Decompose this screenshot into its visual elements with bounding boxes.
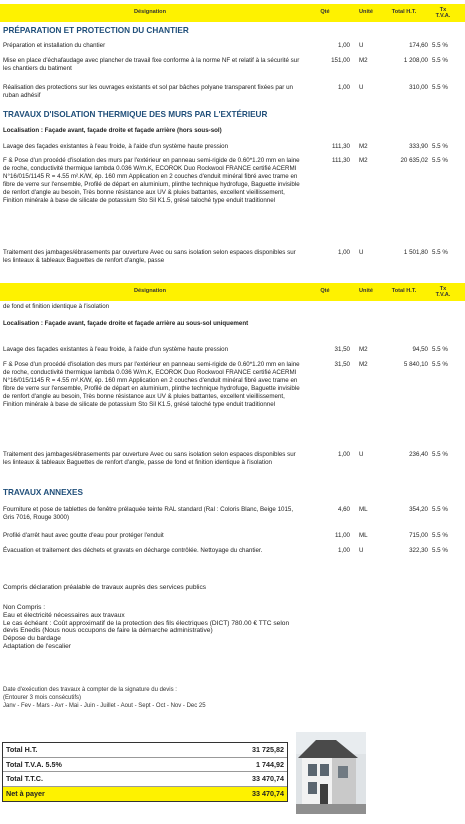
row-tva: 5.5 %: [432, 143, 448, 150]
total-ht-value: 31 725,82: [252, 745, 284, 755]
non-compris-block: [3, 604, 303, 651]
row-unite: U: [359, 249, 364, 256]
row-qte: 1,00: [337, 249, 350, 256]
row-tva: 5.5 %: [432, 84, 448, 91]
col-total-ht: Total H.T.: [391, 288, 417, 295]
table-header: [0, 4, 465, 22]
non-compris-title: Non Compris :: [3, 604, 46, 611]
localisation-label: Localisation : Façade avant, façade droite et façade arrière au sous-sol uniquement: [3, 320, 249, 327]
row-total: 94,50: [412, 346, 428, 353]
row-tva: 5.5 %: [432, 346, 448, 353]
row-total: 333,90: [409, 143, 428, 150]
row-unite: U: [359, 547, 364, 554]
total-ht-row: [3, 743, 287, 758]
total-tva-value: 1 744,92: [256, 759, 284, 769]
row-unite: U: [359, 451, 364, 458]
row-unite: M2: [359, 346, 368, 353]
row-designation: Lavage des façades existantes à l'eau froide, à l'aide d'un système haute pression: [3, 143, 229, 150]
row-tva: 5.5 %: [432, 42, 448, 49]
col-tva-label: T.V.A.: [435, 13, 451, 19]
row-qte: 31,50: [334, 361, 350, 368]
months-list: Janv - Fev - Mars - Avr - Mai - Juin - Juillet - Aout - Sept - Oct - Nov - Dec 25: [3, 703, 206, 710]
col-designation: Désignation: [133, 288, 166, 295]
row-tva: 5.5 %: [432, 249, 448, 256]
col-tx-tva: [428, 7, 458, 20]
row-unite: U: [359, 84, 364, 91]
execution-date-label: Date d'exécution des travaux à compter de la signature du devis :: [3, 687, 177, 693]
row-total: 310,00: [409, 84, 428, 91]
non-compris-item: Eau et électricité nécessaires aux travaux: [3, 611, 125, 619]
col-designation: Désignation: [133, 9, 166, 16]
row-unite: M2: [359, 157, 368, 164]
row-designation: Traitement des jambages/ébrasements par ouverture Avec ou sans isolation selon espaces disponibles sur les linteaux & tableaux Baguettes de renfort d'angle, passe de fond et finition identique à l'isolation: [3, 451, 296, 467]
row-designation: Évacuation et traitement des déchets et gravats en décharge contrôlée. Nettoyage du chantier.: [3, 547, 263, 554]
row-qte: 1,00: [337, 451, 350, 458]
section-title: TRAVAUX D'ISOLATION THERMIQUE DES MURS PAR L'EXTÉRIEUR: [3, 110, 268, 119]
row-total: 5 840,10: [403, 361, 428, 368]
totals-table: [2, 742, 288, 802]
row-qte: 111,30: [331, 157, 350, 164]
row-unite: U: [359, 42, 364, 49]
row-designation: Profilé d'arrêt haut avec goutte d'eau pour protéger l'enduit: [3, 532, 164, 539]
row-tva: 5.5 %: [432, 506, 448, 513]
row-qte: 1,00: [337, 42, 350, 49]
non-compris-item: Adaptation de l'escalier: [3, 642, 71, 650]
row-qte: 11,00: [334, 532, 350, 539]
total-ttc-value: 33 470,74: [252, 774, 284, 784]
total-ttc-label: Total T.T.C.: [6, 774, 43, 784]
row-qte: 1,00: [337, 547, 350, 554]
section-title: TRAVAUX ANNEXES: [3, 488, 83, 497]
house-photo: [296, 732, 366, 814]
total-ht-label: Total H.T.: [6, 745, 38, 755]
row-total: 1 208,00: [403, 57, 428, 64]
row-unite: ML: [359, 532, 368, 539]
row-designation: de fond et finition identique à l'isolation: [3, 303, 110, 310]
section-title: PRÉPARATION ET PROTECTION DU CHANTIER: [3, 26, 189, 35]
row-qte: 151,00: [331, 57, 350, 64]
row-total: 1 501,80: [403, 249, 428, 256]
row-tva: 5.5 %: [432, 361, 448, 368]
row-qte: 4,60: [337, 506, 350, 513]
row-total: 174,60: [409, 42, 428, 49]
total-ttc-row: [3, 772, 287, 787]
row-designation: Réalisation des protections sur les ouvrages existants et sol par bâches polyane transparent fixées par un ruban adhésif: [3, 84, 293, 100]
localisation-label: Localisation : Façade avant, façade droite et façade arrière (hors sous-sol): [3, 127, 222, 134]
row-tva: 5.5 %: [432, 532, 448, 539]
row-unite: M2: [359, 57, 368, 64]
row-tva: 5.5 %: [432, 451, 448, 458]
execution-date-hint: (Entourer 3 mois consécutifs): [3, 695, 82, 702]
col-tx-label: Tx: [439, 285, 447, 292]
net-a-payer-label: Net à payer: [6, 789, 45, 799]
col-total-ht: Total H.T.: [391, 9, 417, 16]
row-qte: 111,30: [331, 143, 350, 150]
non-compris-item: Le cas échéant : Coût approximatif de la protection des fils électriques (DICT) 780.00 € TTC selon devis Enedis (Nous nous occupons de faire la démarche administrative): [3, 619, 290, 635]
col-unite: Unité: [359, 288, 373, 295]
table-header: [0, 283, 465, 301]
col-qte: Qté: [320, 9, 330, 16]
row-designation: Fourniture et pose de tablettes de fenêtre prélaquée teinte RAL standard (Ral : Coloris Blanc, Beige 1015, Gris 7016, Rouge 3000): [3, 506, 294, 522]
row-unite: M2: [359, 361, 368, 368]
row-tva: 5.5 %: [432, 157, 448, 164]
row-tva: 5.5 %: [432, 57, 448, 64]
net-a-payer-value: 33 470,74: [252, 789, 284, 799]
row-tva: 5.5 %: [432, 547, 448, 554]
row-designation: Lavage des façades existantes à l'eau froide, à l'aide d'un système haute pression: [3, 346, 229, 353]
row-designation: Préparation et installation du chantier: [3, 42, 106, 49]
row-designation: Mise en place d'échafaudage avec plancher de travail fixe conforme à la norme NF et relatif à la sécurité sur les chantiers du batiment: [3, 57, 300, 73]
total-tva-row: [3, 758, 287, 773]
col-qte: Qté: [320, 288, 330, 295]
col-unite: Unité: [359, 9, 373, 16]
row-unite: M2: [359, 143, 368, 150]
row-designation: Traitement des jambages/ébrasements par ouverture Avec ou sans isolation selon espaces disponibles sur les linteaux & tableaux Baguettes de renfort d'angle, passe: [3, 249, 296, 265]
compris-note: Compris déclaration préalable de travaux auprès des services publics: [3, 584, 207, 591]
row-total: 20 635,02: [400, 157, 428, 164]
row-unite: ML: [359, 506, 368, 513]
total-tva-label: Total T.V.A. 5.5%: [6, 759, 62, 769]
row-total: 354,20: [409, 506, 428, 513]
row-total: 236,40: [409, 451, 428, 458]
row-qte: 31,50: [334, 346, 350, 353]
non-compris-item: Dépose du bardage: [3, 635, 61, 643]
col-tx-tva: [428, 286, 458, 299]
row-total: 715,00: [409, 532, 428, 539]
col-tva-label: T.V.A.: [435, 292, 451, 298]
execution-date-block: [3, 686, 206, 710]
row-total: 322,30: [409, 547, 428, 554]
row-qte: 1,00: [337, 84, 350, 91]
col-tx-label: Tx: [439, 6, 447, 13]
row-designation: F & Pose d'un procédé d'isolation des murs par l'extérieur en panneau semi-rigide de 0.60*1.20 mm en laine de roche, conductivité thermique lambda 0.036 W/m.K, ECOROK Duo Rockwool FRANCE certifié ACERMI N°16/015/1145 R = 4.55 m².K/W, ép. 160 mm Application en 2 couches d'enduit minéral fibré avec trame en fibre de verre sur l'ensemble, Profilé de départ en aluminium, plinthe technique hydrofuge, Baguette invisible de renfort d'angle au besoin, Très bonne résistance aux UV & pluies battantes, excellent vieillissement, Finition minérale à base de silicate de potassium Sto Sil K1.5, grésé taloché type enduit traditionnel: [3, 361, 300, 409]
net-a-payer-row: [3, 787, 287, 802]
row-designation: F & Pose d'un procédé d'isolation des murs par l'extérieur en panneau semi-rigide de 0.60*1.20 mm en laine de roche, conductivité thermique lambda 0.036 W/m.K, ECOROK Duo Rockwool FRANCE certifié ACERMI N°16/015/1145 R = 4.55 m².K/W, ép. 160 mm Application en 2 couches d'enduit minéral fibré avec trame en fibre de verre sur l'ensemble, Profilé de départ en aluminium, plinthe technique hydrofuge, Baguette invisible de renfort d'angle au besoin, Très bonne résistance aux UV & pluies battantes, excellent vieillissement, Finition minérale à base de silicate de potassium Sto Sil K1.5, grésé taloché type enduit traditionnel: [3, 157, 300, 205]
